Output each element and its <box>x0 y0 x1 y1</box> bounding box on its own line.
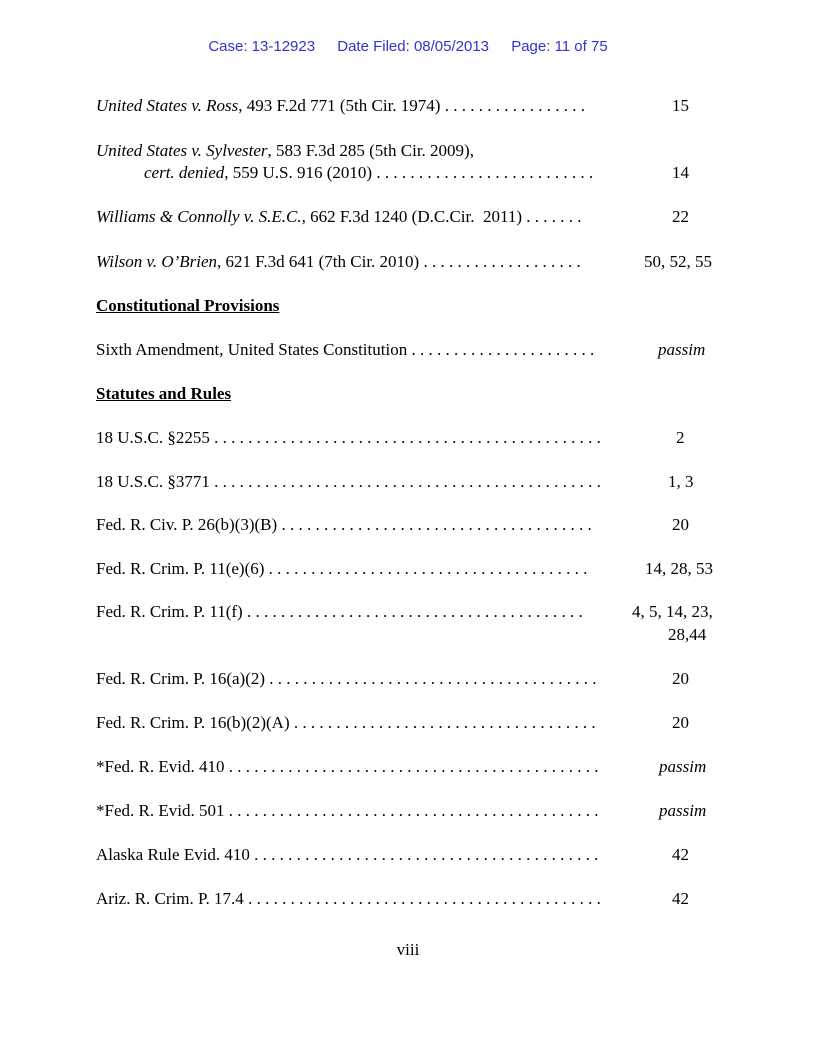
authority-name: Alaska Rule Evid. 410 <box>96 845 250 864</box>
authority-entry <box>96 559 587 579</box>
leader-dots: . . . . . . . . . . . . . . . . . . . . . . . . . . . . . . . . . . . . <box>289 713 596 732</box>
page-refs: 50, 52, 55 <box>644 252 712 271</box>
authority-entry <box>96 207 582 227</box>
authority-entry <box>96 713 596 733</box>
page-refs <box>659 757 706 777</box>
page-indicator: Page: 11 of 75 <box>511 38 608 55</box>
authority-name: Fed. R. Crim. P. 11(e)(6) <box>96 559 265 578</box>
leader-dots: . . . . . . . . . . . . . . . . . . . . . . . . . . . . . . . . . . . . . . . . . . <box>243 889 601 908</box>
case-name: United States v. Sylvester <box>96 141 268 160</box>
case-name: United States v. Ross <box>96 96 239 115</box>
page-refs: 1, 3 <box>668 472 694 491</box>
page-refs <box>659 801 706 821</box>
leader-dots: . . . . . . . . . . . . . . . . . . . . . . . . . . <box>372 163 594 182</box>
page-refs: 20 <box>672 713 689 732</box>
authority-entry <box>96 669 597 689</box>
page-refs: 14, 28, 53 <box>645 559 713 578</box>
authority-entry <box>96 801 598 821</box>
passim-label: passim <box>659 801 707 820</box>
leader-dots: . . . . . . . . . . . . . . . . . . . . . . . . . . . . . . . . . . . . . . <box>264 559 588 578</box>
case-citation: , 621 F.3d 641 (7th Cir. 2010) <box>217 252 420 271</box>
authority-entry <box>96 845 598 865</box>
case-citation: , 493 F.2d 771 (5th Cir. 1974) <box>238 96 441 115</box>
authority-name: Sixth Amendment, United States Constitution <box>96 340 408 359</box>
authority-entry <box>96 889 601 909</box>
page-refs <box>658 340 705 360</box>
leader-dots: . . . . . . . . . . . . . . . . . . . . . . . . . . . . . . . . . . . . . . . . . . . . . . <box>209 428 601 447</box>
leader-dots: . . . . . . . . . . . . . . . . . <box>440 96 585 115</box>
authority-name: 18 U.S.C. §2255 <box>96 428 210 447</box>
leader-dots: . . . . . . . . . . . . . . . . . . . . . . . . . . . . . . . . . . . . . . . . . <box>249 845 599 864</box>
leader-dots: . . . . . . . . . . . . . . . . . . . . . . . . . . . . . . . . . . . . . . . . <box>242 602 583 621</box>
leader-dots: . . . . . . . . . . . . . . . . . . . . . . . . . . . . . . . . . . . . . . . <box>265 669 597 688</box>
case-citation: , 662 F.3d 1240 (D.C.Cir. 2011) <box>301 207 523 226</box>
authority-entry <box>96 340 594 360</box>
authority-name: Ariz. R. Crim. P. 17.4 <box>96 889 244 908</box>
authority-entry <box>96 472 601 492</box>
leader-dots: . . . . . . . . . . . . . . . . . . . . . . . . . . . . . . . . . . . . . <box>277 515 592 534</box>
page-refs: 20 <box>672 669 689 688</box>
authority-entry <box>96 602 583 622</box>
authority-name: Fed. R. Crim. P. 16(a)(2) <box>96 669 266 688</box>
page-refs: 22 <box>672 207 689 226</box>
authority-entry <box>96 141 474 161</box>
authority-name: *Fed. R. Evid. 501 <box>96 801 225 820</box>
case-subsequent-history: cert. denied <box>144 163 225 182</box>
page-refs: 20 <box>672 515 689 534</box>
passim-label: passim <box>659 757 707 776</box>
leader-dots: . . . . . . . . . . . . . . . . . . . . . . . . . . . . . . . . . . . . . . . . . . . . <box>224 757 599 776</box>
authority-name: Fed. R. Civ. P. 26(b)(3)(B) <box>96 515 278 534</box>
authority-entry-continuation <box>144 163 593 183</box>
authority-name: 18 U.S.C. §3771 <box>96 472 210 491</box>
section-heading: Statutes and Rules <box>96 384 232 403</box>
passim-label: passim <box>658 340 706 359</box>
case-citation: , 559 U.S. 916 (2010) <box>224 163 373 182</box>
authority-entry <box>96 428 601 448</box>
case-number: Case: 13-12923 <box>208 38 316 55</box>
page-refs: 14 <box>672 163 689 182</box>
authority-name: Fed. R. Crim. P. 11(f) <box>96 602 243 621</box>
page-refs: 15 <box>672 96 689 115</box>
page-refs-continuation: 28,44 <box>668 625 707 644</box>
case-header <box>0 38 816 55</box>
authority-entry <box>96 252 581 272</box>
page-number: viii <box>396 940 420 959</box>
leader-dots: . . . . . . . . . . . . . . . . . . . <box>419 252 581 271</box>
case-citation: , 583 F.3d 285 (5th Cir. 2009), <box>267 141 474 160</box>
date-filed: Date Filed: 08/05/2013 <box>337 38 490 55</box>
page-refs: 2 <box>676 428 685 447</box>
authority-entry <box>96 515 592 535</box>
case-name: Williams & Connolly v. S.E.C. <box>96 207 302 226</box>
authority-entry <box>96 757 598 777</box>
leader-dots: . . . . . . . <box>522 207 582 226</box>
page-refs: 4, 5, 14, 23, <box>632 602 713 621</box>
page-refs: 42 <box>672 845 689 864</box>
leader-dots: . . . . . . . . . . . . . . . . . . . . . . . . . . . . . . . . . . . . . . . . . . . . . . <box>209 472 601 491</box>
authority-name: *Fed. R. Evid. 410 <box>96 757 225 776</box>
case-name: Wilson v. O’Brien <box>96 252 218 271</box>
section-heading: Constitutional Provisions <box>96 296 280 315</box>
leader-dots: . . . . . . . . . . . . . . . . . . . . . . <box>407 340 595 359</box>
authority-name: Fed. R. Crim. P. 16(b)(2)(A) <box>96 713 290 732</box>
authority-entry <box>96 96 585 116</box>
page-refs: 42 <box>672 889 689 908</box>
leader-dots: . . . . . . . . . . . . . . . . . . . . . . . . . . . . . . . . . . . . . . . . . . . . <box>224 801 599 820</box>
